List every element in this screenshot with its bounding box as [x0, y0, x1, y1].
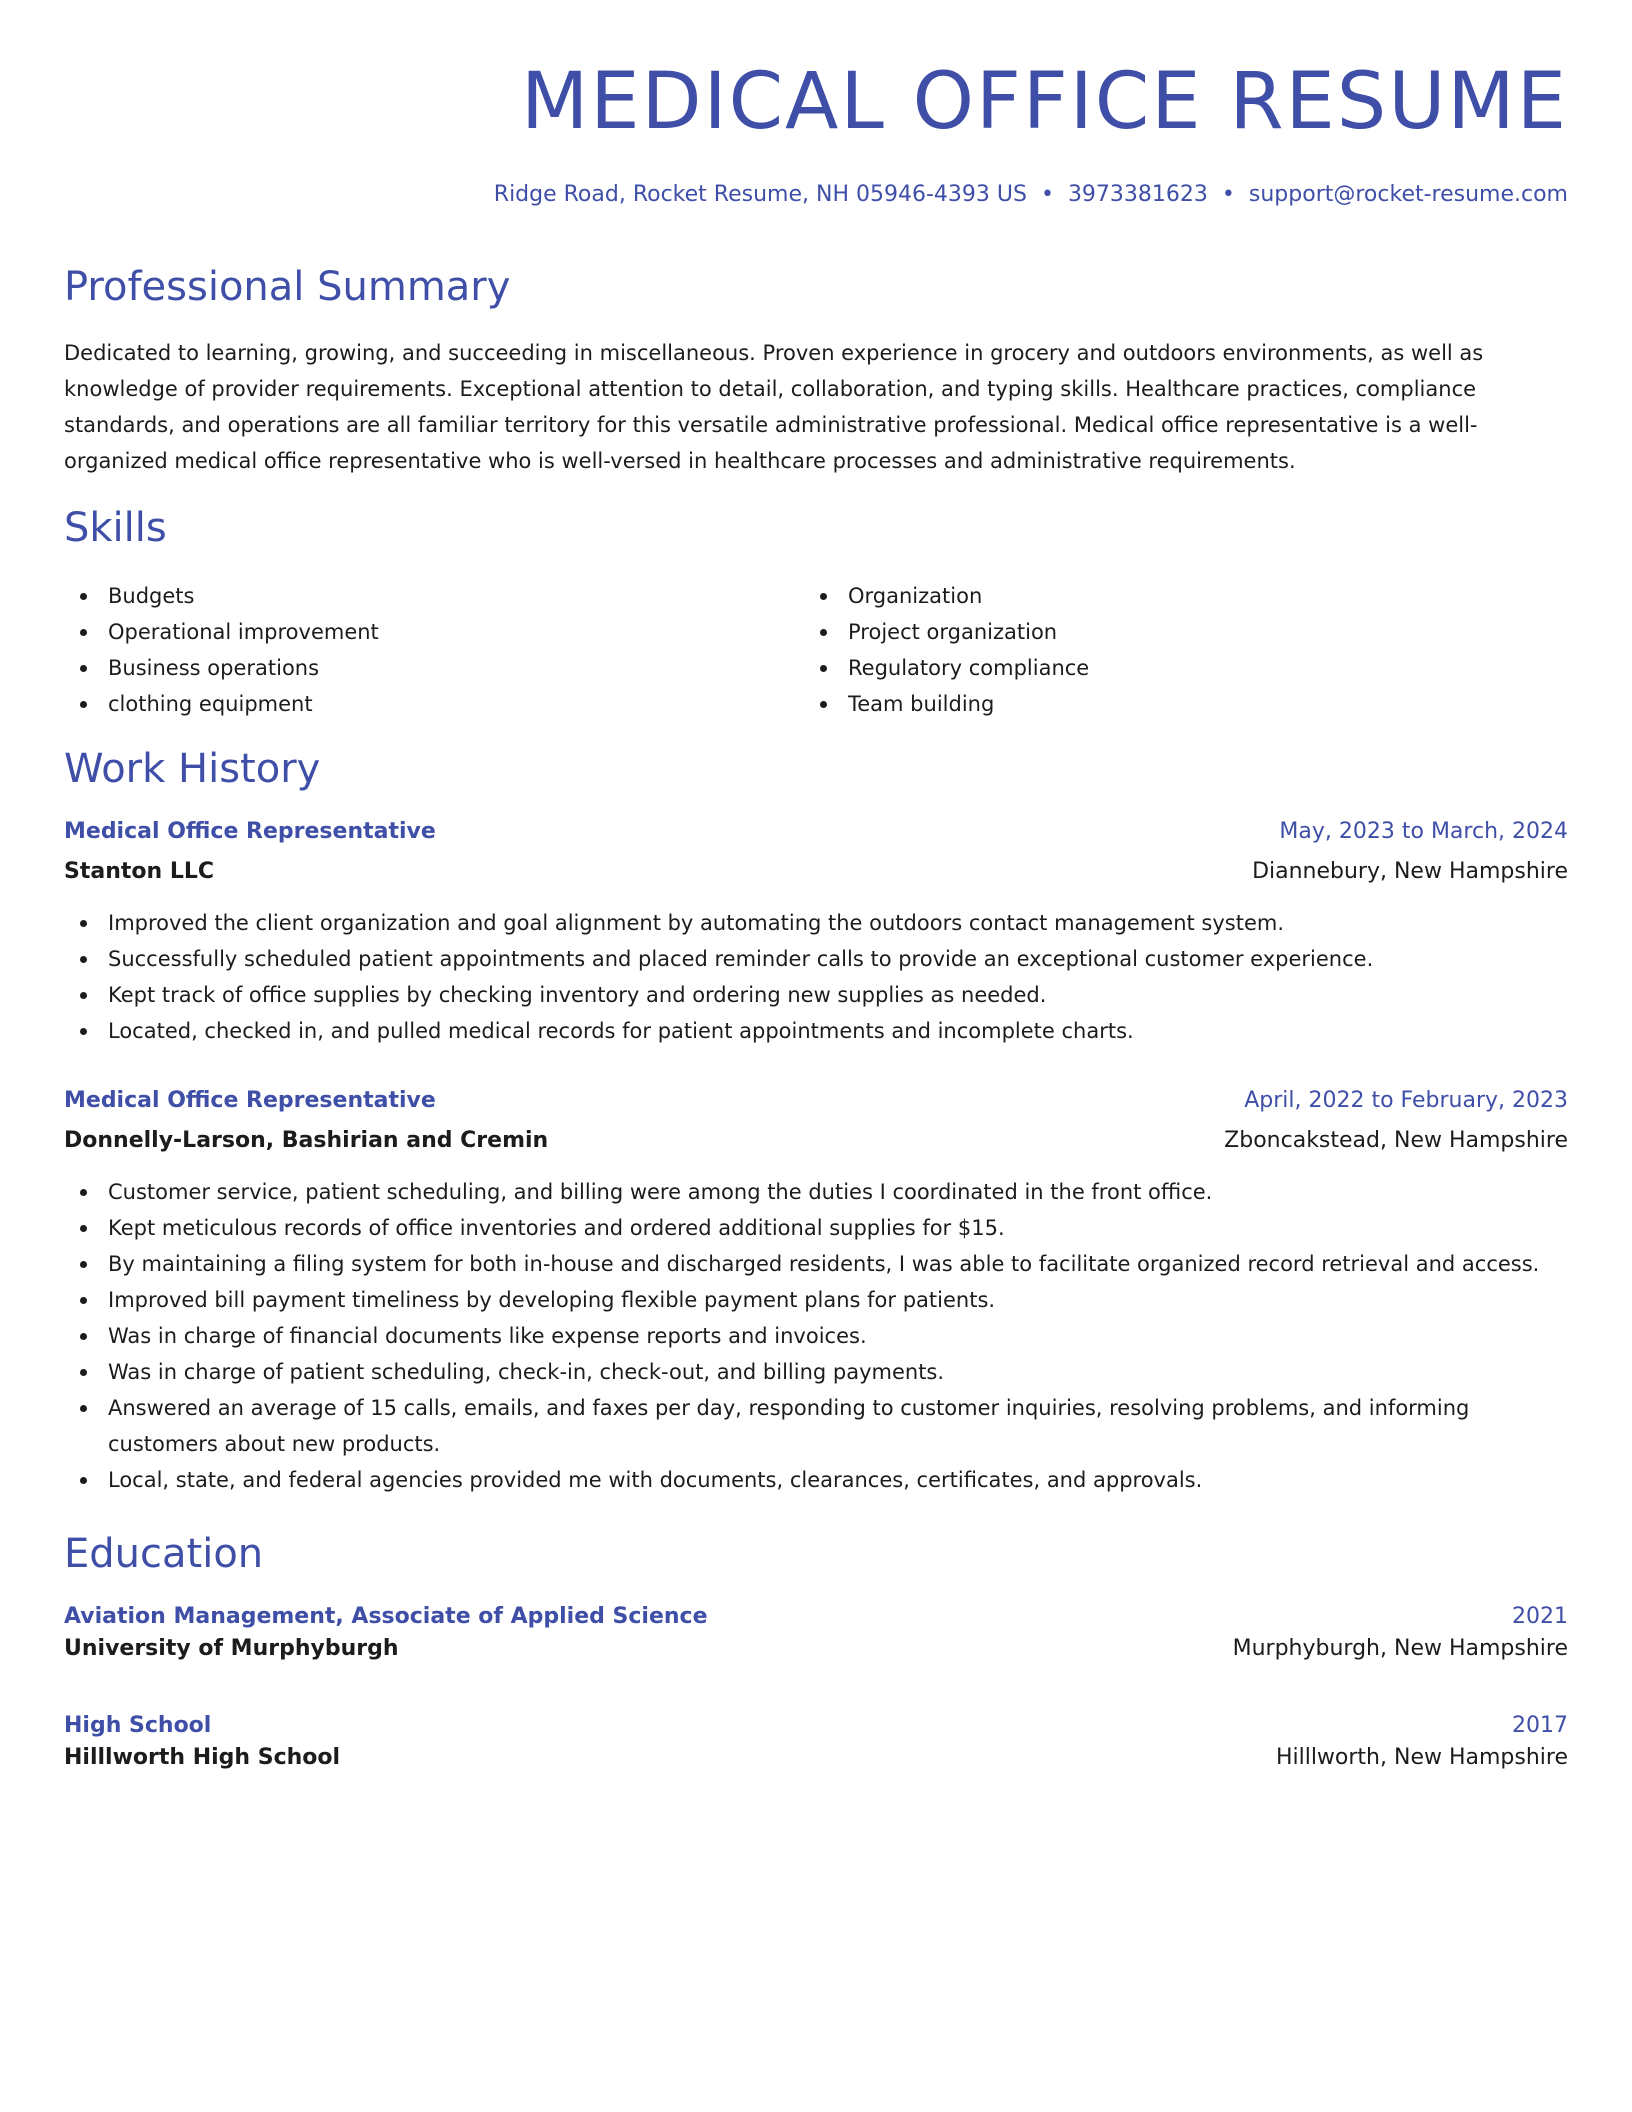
education-degree: High School — [64, 1713, 212, 1738]
contact-separator: • — [1040, 182, 1054, 207]
summary-heading: Professional Summary — [64, 264, 511, 310]
resume-title: MEDICAL OFFICE RESUME — [520, 57, 1568, 147]
skill-item: Business operations — [64, 650, 804, 686]
job-dates: May, 2023 to March, 2024 — [1279, 819, 1568, 844]
contact-phone[interactable]: 3973381623 — [1067, 182, 1208, 207]
education-location: Hilllworth, New Hampshire — [1275, 1745, 1568, 1770]
education-location: Murphyburgh, New Hampshire — [1232, 1636, 1568, 1661]
job-bullets — [64, 1174, 1568, 1498]
job-bullet: Customer service, patient scheduling, and billing were among the duties I coordinated in the front office. — [64, 1174, 1568, 1210]
education-heading: Education — [64, 1531, 264, 1577]
job-company: Donnelly-Larson, Bashirian and Cremin — [64, 1128, 549, 1153]
skill-item: Operational improvement — [64, 614, 804, 650]
skills-column-right — [804, 578, 1544, 722]
job-bullet: By maintaining a filing system for both in-house and discharged residents, I was able to facilitate organized record retrieval and access. — [64, 1246, 1568, 1282]
job-bullet: Kept meticulous records of office inventories and ordered additional supplies for $15. — [64, 1210, 1568, 1246]
job-location: Zboncakstead, New Hampshire — [1224, 1128, 1568, 1153]
job-bullet: Successfully scheduled patient appointments and placed reminder calls to provide an exceptional customer experience. — [64, 941, 1568, 977]
job-bullet: Was in charge of patient scheduling, check-in, check-out, and billing payments. — [64, 1354, 1568, 1390]
skill-item: Budgets — [64, 578, 804, 614]
job-entry — [64, 817, 1568, 1049]
contact-email[interactable]: support@rocket-resume.com — [1248, 182, 1568, 207]
job-bullet: Kept track of office supplies by checking inventory and ordering new supplies as needed. — [64, 977, 1568, 1013]
education-entry — [64, 1602, 1568, 1664]
skills-heading: Skills — [64, 505, 167, 551]
skill-item: clothing equipment — [64, 686, 804, 722]
job-bullet: Was in charge of financial documents like expense reports and invoices. — [64, 1318, 1568, 1354]
skill-item: Regulatory compliance — [804, 650, 1544, 686]
education-school: Hilllworth High School — [64, 1745, 341, 1770]
education-school: University of Murphyburgh — [64, 1636, 399, 1661]
education-degree: Aviation Management, Associate of Applied Science — [64, 1604, 708, 1629]
job-title: Medical Office Representative — [64, 819, 436, 844]
skill-item: Team building — [804, 686, 1544, 722]
skill-item: Project organization — [804, 614, 1544, 650]
education-year: 2017 — [1512, 1713, 1568, 1738]
contact-separator: • — [1221, 182, 1235, 207]
skills-list — [64, 578, 1568, 722]
job-bullet: Answered an average of 15 calls, emails, and faxes per day, responding to customer inquiries, resolving problems, and informing customers about new products. — [64, 1390, 1568, 1462]
job-location: Diannebury, New Hampshire — [1252, 859, 1568, 884]
contact-address: Ridge Road, Rocket Resume, NH 05946-4393 US — [493, 182, 1027, 207]
job-bullet: Improved the client organization and goal alignment by automating the outdoors contact management system. — [64, 905, 1568, 941]
contact-line — [494, 180, 1568, 210]
job-dates: April, 2022 to February, 2023 — [1244, 1088, 1568, 1113]
education-entry — [64, 1711, 1568, 1773]
education-year: 2021 — [1512, 1604, 1568, 1629]
job-title: Medical Office Representative — [64, 1088, 436, 1113]
job-bullet: Improved bill payment timeliness by developing flexible payment plans for patients. — [64, 1282, 1568, 1318]
skills-column-left — [64, 578, 804, 722]
job-bullet: Located, checked in, and pulled medical records for patient appointments and incomplete charts. — [64, 1013, 1568, 1049]
job-bullets — [64, 905, 1568, 1049]
skill-item: Organization — [804, 578, 1544, 614]
work-history-heading: Work History — [64, 746, 321, 792]
job-entry — [64, 1086, 1568, 1498]
job-company: Stanton LLC — [64, 859, 215, 884]
job-bullet: Local, state, and federal agencies provided me with documents, clearances, certificates, and approvals. — [64, 1462, 1568, 1498]
summary-text: Dedicated to learning, growing, and succeeding in miscellaneous. Proven experience in grocery and outdoors environments, as well as knowledge of provider requirements. Exceptional attention to detail, collaboration, and typing skills. Healthcare practices, compliance standards, and operations are all familiar territory for this versatile administrative professional. Medical office representative is a well-organized medical office representative who is well-versed in healthcare processes and administrative requirements. — [64, 341, 1484, 473]
